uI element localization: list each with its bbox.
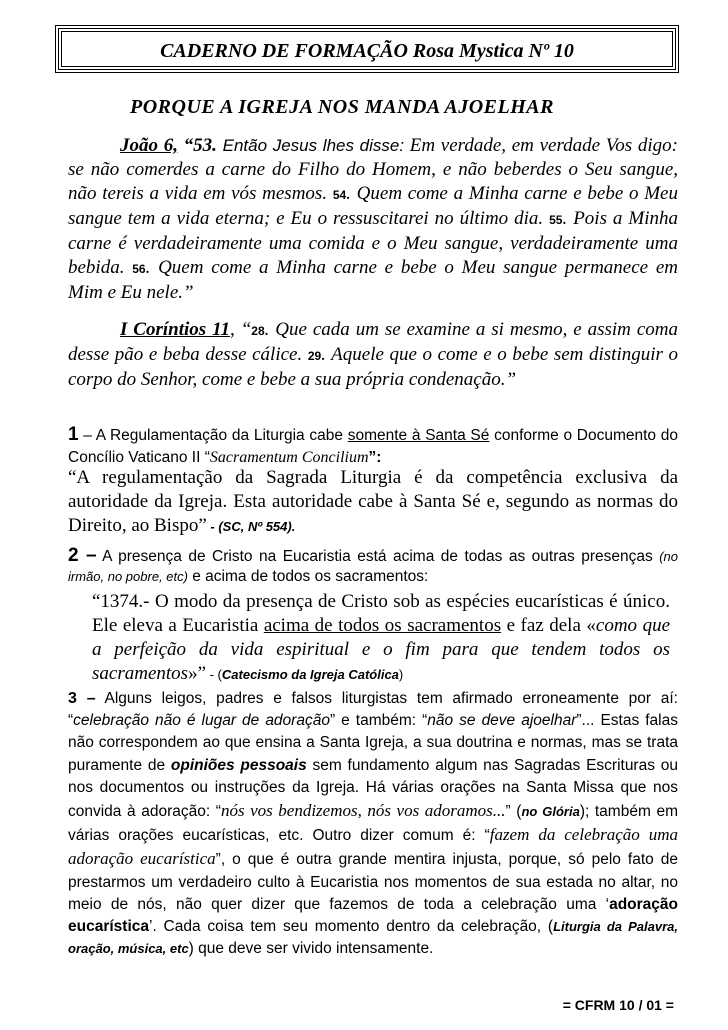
verse-number: 29 — [307, 349, 322, 363]
section-quote: “A regulamentação da Sagrada Liturgia é da competência exclusiva da autoridade da Igreja. Esta autoridade cabe à Santa Sé e, segundo as normas do Direito, ao Bispo” — [68, 467, 678, 536]
page-heading: PORQUE A IGREJA NOS MANDA AJOELHAR — [130, 96, 554, 118]
quote-corintios-ref: I Coríntios 11 — [120, 319, 231, 340]
citation: no Glória — [521, 804, 580, 820]
section-quote: e faz dela « — [501, 615, 596, 636]
verse-number: 54 — [332, 188, 347, 202]
section-text: ”: — [368, 449, 382, 466]
verse-number: 28 — [251, 324, 265, 338]
section-number: 2 – — [68, 545, 97, 566]
section-quote-underlined: acima de todos os sacramentos — [263, 615, 502, 636]
section-quote: “1374.- O modo da presença de Cristo sob as espécies eucarísticas é único. Ele eleva a Eucaristia — [92, 591, 670, 636]
document-title: Sacramentum Concilium — [209, 449, 369, 466]
quote-joao-ref: João 6, — [120, 135, 178, 156]
section-text: ” e também: “ — [329, 712, 428, 730]
section-3 — [68, 688, 678, 960]
section-1-quote — [68, 466, 678, 539]
section-text: Alguns leigos, padres e falsos liturgistas tem afirmado erroneamente por aí: “ — [68, 690, 678, 730]
section-1 — [68, 425, 678, 470]
section-text: ” ( — [505, 803, 522, 821]
section-text: fazem da celebração uma adoração eucarística — [68, 825, 678, 869]
section-text: – — [78, 427, 96, 444]
citation: Catecismo da Igreja Católica — [221, 667, 399, 682]
section-text-underlined: somente à Santa Sé — [347, 427, 490, 444]
section-text: ’. Cada coisa tem seu momento dentro da celebração, ( — [149, 918, 554, 936]
section-quote: como que a perfeição da vida espiritual e o fim para que tendem todos os sacramentos — [92, 615, 670, 684]
quote-text: . Quem come a Minha carne e bebe o Meu sangue tem a vida eterna; e Eu o ressuscitarei no último dia. — [68, 183, 678, 229]
section-text: ); também em várias orações eucarísticas, etc. Outro dizer comum é: “ — [68, 803, 678, 845]
section-text: ”... Estas falas não correspondem ao que ensina a Santa Igreja, a sua doutrina e normas, mas se trata puramente de — [68, 712, 678, 774]
quote-text: . Aquele que o come e o bebe sem distinguir o corpo do Senhor, come e bebe a sua própria condenação.” — [68, 344, 678, 390]
verse-number: 56 — [132, 262, 146, 276]
section-text: e acima de todos os sacramentos: — [187, 568, 429, 585]
section-number: 1 — [68, 424, 79, 445]
section-text: (no irmão, no pobre, etc) — [68, 549, 678, 584]
quote-text: . Que cada um se examine a si mesmo, e assim coma desse pão e beba desse cálice. — [68, 319, 678, 365]
section-text: sem fundamento algum nas Sagradas Escrituras ou nos documentos ou instruções da Igreja. Há várias orações na Santa Missa que nos convida à adoração: “ — [68, 756, 678, 821]
section-quote: »” — [188, 663, 206, 684]
quote-text: , “ — [230, 319, 252, 340]
citation: - ( — [206, 667, 222, 682]
section-text-bold: adoração eucarística — [68, 895, 678, 936]
citation: Liturgia da Palavra, oração, música, etc — [68, 919, 678, 957]
quote-text: Então Jesus lhes disse: — [222, 136, 405, 155]
section-text: A Regulamentação da Liturgia cabe — [95, 427, 348, 444]
section-text: ) que deve ser vivido intensamente. — [188, 940, 434, 958]
citation: - (SC, Nº 554). — [206, 519, 296, 534]
section-number: 3 – — [68, 690, 96, 707]
verse-number: 55 — [549, 213, 563, 227]
section-text: A presença de Cristo na Eucaristia está acima de todas as outras presenças — [96, 548, 660, 565]
quote-joao — [68, 134, 678, 305]
section-text: nós vos bendizemos, nós vos adoramos... — [220, 801, 506, 821]
section-text-bold: opiniões pessoais — [170, 756, 307, 774]
quote-text: Em verdade, em verdade Vos digo: se não comerdes a carne do Filho do Homem, e não beberdes o Seu sangue, não tereis a vida em vós mesmos. — [68, 135, 678, 204]
section-text: não se deve ajoelhar — [427, 712, 577, 730]
quote-text: . Pois a Minha carne é verdadeiramente uma comida e o Meu sangue, verdadeiramente uma bebida. — [68, 208, 678, 278]
section-2 — [68, 546, 678, 587]
citation: ) — [398, 667, 404, 682]
quote-text: . Quem come a Minha carne e bebe o Meu sangue permanece em Mim e Eu nele.” — [68, 257, 679, 303]
quote-text: “53. — [177, 135, 223, 156]
section-text: ”, o que é outra grande mentira injusta, porque, só pelo fato de prestarmos um verdadeiro culto à Eucaristia nos momentos de sua estada no altar, no meio de nós, não quer dizer que fazemos de toda a celebração uma ‘ — [68, 851, 678, 913]
section-text: conforme o Documento do Concílio Vaticano II “ — [68, 427, 678, 466]
header-box — [58, 28, 676, 70]
page-footer: = CFRM 10 / 01 = — [562, 997, 674, 1013]
quote-corintios — [68, 318, 678, 392]
section-2-quote — [92, 590, 670, 687]
document-header-title: CADERNO DE FORMAÇÃO Rosa Mystica Nº 10 — [160, 40, 574, 62]
section-text: celebração não é lugar de adoração — [73, 712, 330, 730]
